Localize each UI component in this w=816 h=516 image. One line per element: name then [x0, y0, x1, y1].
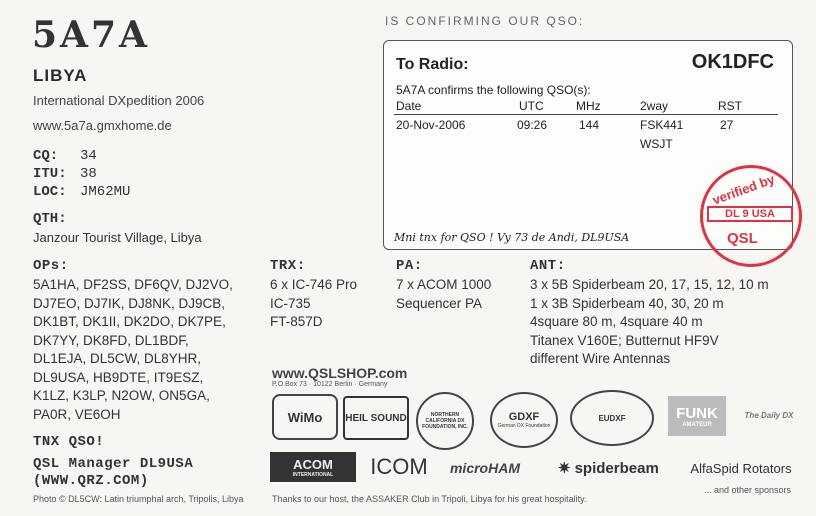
qsl-manager: QSL Manager DL9USA [33, 456, 194, 472]
ops-line: DL1EJA, DL5CW, DL8YHR, [33, 351, 202, 366]
ops-line: DL9USA, HB9DTE, IT9ESZ, [33, 369, 204, 385]
spiderbeam-logo [558, 456, 676, 480]
trx-line: IC-735 [270, 295, 311, 311]
acom-logo [270, 452, 356, 482]
ant-list [530, 276, 769, 369]
col-mhz: MHz [576, 99, 601, 113]
pa-list [396, 276, 491, 313]
icom-logo: ICOM [370, 454, 428, 479]
stamp-bottom: QSL [727, 230, 758, 247]
col-utc: UTC [519, 99, 544, 113]
ant-line: different Wire Antennas [530, 351, 671, 366]
callsign: 5A7A [32, 14, 150, 56]
ops-line: PA0R, VE6OH [33, 406, 121, 422]
stamp-mid: DL 9 USA [707, 206, 793, 222]
acom-title: ACOM [293, 456, 333, 472]
col-2way: 2way [640, 99, 669, 113]
spiderbeam-text: spiderbeam [574, 459, 659, 477]
dailydx-logo: The Daily DX [744, 410, 794, 420]
ops-label: OPs: [33, 258, 69, 274]
loc-label: LOC: [33, 184, 67, 200]
stamp-top: verified by [710, 171, 777, 208]
expedition-name: International DXpedition 2006 [33, 93, 205, 108]
loc-value: JM62MU [80, 184, 131, 200]
ops-line: 5A1HA, DF2SS, DF6QV, DJ2VO, [33, 277, 233, 292]
eudxf-logo: EUDXF [570, 390, 654, 446]
cq-value: 34 [80, 148, 97, 164]
microham-logo: microHAM [449, 460, 520, 476]
qslshop-logo: www.QSLSHOP.com [272, 365, 408, 381]
ant-line: 4square 80 m, 4square 40 m [530, 314, 703, 329]
ops-line: DK7YY, DK8FD, DL1BDF, [33, 332, 189, 348]
qth-value: Janzour Tourist Village, Libya [33, 230, 202, 245]
qso-utc: 09:26 [517, 118, 548, 132]
confirm-text: 5A7A confirms the following QSO(s): [396, 83, 591, 97]
alfaspid-logo: AlfaSpid Rotators [690, 460, 792, 476]
qso-mode: FSK441 [640, 118, 684, 132]
cq-label: CQ: [33, 148, 59, 164]
qso-mode2: WSJT [640, 137, 673, 151]
other-sponsors: ... and other sponsors [704, 485, 792, 495]
qth-label: QTH: [33, 211, 67, 227]
col-rst: RST [718, 99, 742, 113]
wimo-logo: WiMo [272, 394, 338, 440]
gdxf-title: GDXF [508, 411, 540, 423]
itu-value: 38 [80, 166, 97, 182]
ops-line: K1LZ, K3LP, N2OW, ON5GA, [33, 388, 210, 403]
itu-label: ITU: [33, 166, 67, 182]
handwritten-note: Mni tnx for QSO ! Vy 73 de Andi, DL9USA [394, 231, 630, 244]
verified-stamp [700, 165, 802, 267]
pa-label: PA: [396, 258, 423, 274]
host-thanks: Thanks to our host, the ASSAKER Club in Tripoli, Libya for his great hospitality. [272, 494, 587, 504]
trx-label: TRX: [270, 258, 306, 274]
ncdxf-logo: NORTHERN CALIFORNIA DX FOUNDATION, INC. [416, 392, 474, 450]
ops-line: DJ7EO, DJ7IK, DJ8NK, DJ9CB, [33, 295, 226, 311]
col-date: Date [396, 99, 422, 113]
qso-rst: 27 [720, 118, 734, 132]
spider-icon: ✷ [558, 460, 571, 477]
qslshop-address: P.O.Box 73 · 10122 Berlin · Germany [272, 381, 388, 388]
photo-credit: Photo © DL5CW: Latin triumphal arch, Tripolis, Libya [33, 494, 244, 504]
ant-label: ANT: [530, 258, 566, 274]
qso-mhz: 144 [579, 118, 600, 132]
heil-logo: HEIL SOUND [343, 396, 409, 440]
ant-line: 1 x 3B Spiderbeam 40, 30, 20 m [530, 295, 724, 311]
ant-line: Titanex V160E; Butternut HF9V [530, 332, 719, 348]
funk-logo [668, 396, 726, 436]
country: LIBYA [33, 66, 88, 85]
funk-title: FUNK [676, 404, 718, 422]
qrz-link: (WWW.QRZ.COM) [33, 473, 149, 489]
to-radio-label: To Radio: [396, 56, 469, 73]
tnx-qso: TNX QSO! [33, 434, 105, 450]
gdxf-subtitle: German DX Foundation [497, 423, 551, 429]
qso-date: 20-Nov-2006 [396, 118, 466, 132]
acom-subtitle: INTERNATIONAL [292, 471, 334, 478]
pa-line: 7 x ACOM 1000 [396, 277, 492, 292]
ops-list [33, 276, 233, 424]
website: www.5a7a.gmxhome.de [33, 118, 172, 133]
funk-subtitle: AMATEUR [682, 421, 712, 428]
trx-line: 6 x IC-746 Pro [270, 277, 358, 292]
header-divider [394, 114, 778, 115]
ops-line: DK1BT, DK1II, DK2DO, DK7PE, [33, 314, 226, 329]
confirm-header: IS CONFIRMING OUR QSO: [385, 14, 585, 28]
to-callsign: OK1DFC [691, 51, 774, 73]
trx-line: FT-857D [270, 314, 323, 329]
ant-line: 3 x 5B Spiderbeam 20, 17, 15, 12, 10 m [530, 277, 769, 292]
gdxf-logo [490, 392, 558, 448]
trx-list [270, 276, 357, 332]
pa-line: Sequencer PA [396, 295, 483, 311]
